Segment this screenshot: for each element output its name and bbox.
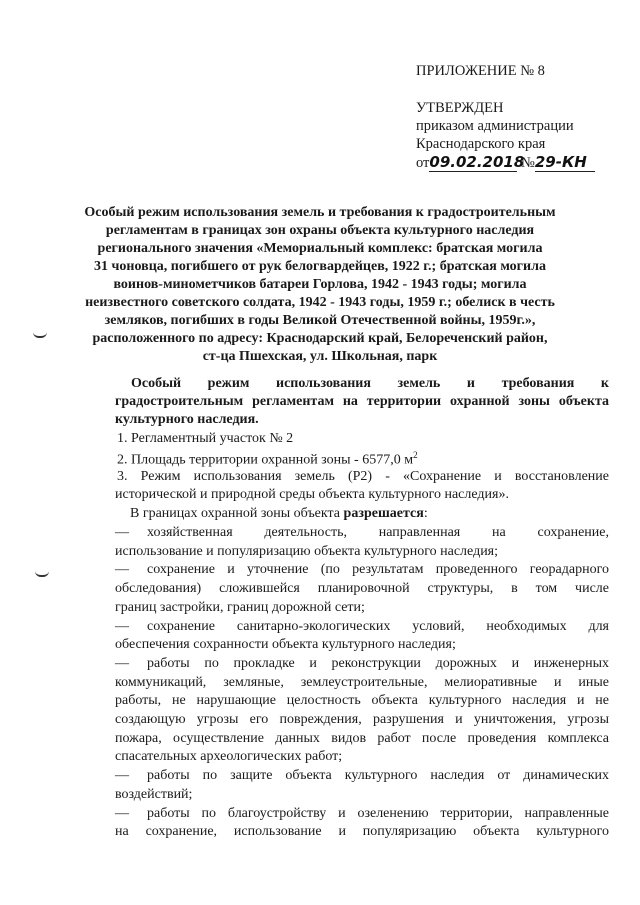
allowed-item-text: пожара, осуществление данных видов работ после проведения комплекса bbox=[115, 730, 609, 746]
allowed-item-line bbox=[115, 693, 609, 709]
allowed-item-first-line bbox=[115, 619, 609, 635]
title-line: 31 чоновца, погибшего от рук белогвардейцев, 1922 г.; братская могила bbox=[94, 259, 546, 274]
title-line: земляков, погибших в годы Великой Отечественной войны, 1959г.», bbox=[104, 313, 536, 328]
allowed-item-first-line bbox=[115, 562, 609, 578]
margin-mark bbox=[35, 571, 49, 577]
allowed-item-text: использование и популяризацию объекта культурного наследия; bbox=[115, 543, 499, 559]
item-2-text: 2. Площадь территории охранной зоны - 6577,0 м bbox=[117, 452, 414, 468]
allowed-item-text: работы по благоустройству и озеленению территории, направленные bbox=[147, 805, 609, 821]
date-prefix: от bbox=[416, 155, 430, 171]
order-line-2: Краснодарского края bbox=[416, 136, 546, 152]
allowed-item-text: обследования) сложившейся планировочной структуры, в том числе bbox=[115, 581, 609, 597]
list-dash: — bbox=[115, 768, 129, 784]
allowed-item-text: работы по прокладке и реконструкции дорожных и инженерных bbox=[147, 655, 609, 671]
allowed-item-text: границ застройки, границ дорожной сети; bbox=[115, 599, 365, 615]
allowed-item-text: коммуникаций, земляные, землеустроительные, мелиоративные и иные bbox=[115, 674, 609, 690]
allowed-item-line bbox=[115, 731, 609, 747]
item-2-superscript: 2 bbox=[413, 450, 418, 460]
title-line: регионального значения «Мемориальный комплекс: братская могила bbox=[97, 241, 543, 256]
allowed-item-first-line bbox=[115, 656, 609, 672]
allowed-item-line bbox=[115, 544, 498, 560]
allowed-item-text: сохранение санитарно-экологических условий, необходимых для bbox=[147, 618, 609, 634]
allowed-item-line bbox=[115, 675, 609, 691]
item-3-line-1: 3. Режим использования земель (Р2) - «Сохранение и восстановление bbox=[117, 469, 609, 484]
allowed-item-line bbox=[115, 787, 192, 803]
order-date-line bbox=[416, 153, 595, 172]
title-line: неизвестного советского солдата, 1942 - 1943 годы, 1959 г.; обелиск в честь bbox=[85, 295, 555, 310]
allowed-colon: : bbox=[423, 506, 428, 521]
allowed-item-line bbox=[115, 749, 342, 765]
title-line: расположенного по адресу: Краснодарский край, Белореченский район, bbox=[92, 331, 548, 346]
allowed-item-line bbox=[115, 637, 456, 653]
approved-label: УТВЕРЖДЕН bbox=[416, 100, 504, 116]
allowed-item-text: воздействий; bbox=[115, 786, 193, 802]
number-handwritten: 29-КН bbox=[535, 153, 595, 172]
allowed-item-text: спасательных археологических работ; bbox=[115, 749, 343, 765]
title-line: Особый режим использования земель и требования к градостроительным bbox=[84, 205, 556, 220]
allowed-item-text: сохранение и уточнение (по результатам проведенного георадарного bbox=[147, 562, 609, 578]
list-dash: — bbox=[115, 525, 129, 540]
order-line-1: приказом администрации bbox=[416, 118, 574, 134]
item-2 bbox=[117, 450, 418, 469]
allowed-item-line bbox=[115, 712, 609, 728]
allowed-item-line bbox=[115, 600, 365, 616]
list-dash: — bbox=[115, 618, 129, 634]
allowed-item-text: обеспечения сохранности объекта культурного наследия; bbox=[115, 637, 456, 653]
allowed-item-text: создающую угрозы его повреждения, разрушения и уничтожения, угрозы bbox=[115, 712, 609, 727]
allowed-item-text: работы по защите объекта культурного наследия от динамических bbox=[147, 768, 609, 784]
section-heading-line-3: культурного наследия. bbox=[115, 412, 259, 427]
number-prefix: № bbox=[521, 155, 535, 171]
allowed-intro bbox=[130, 506, 428, 522]
title-line: воинов-минометчиков батареи Горлова, 1942 - 1943 годы; могила bbox=[113, 277, 527, 292]
allowed-item-text: на сохранение, использование и популяризацию объекта культурного bbox=[115, 824, 609, 840]
item-1: 1. Регламентный участок № 2 bbox=[117, 431, 294, 446]
allowed-item-first-line bbox=[115, 768, 609, 784]
title-line: регламентам в границах зон охраны объекта культурного наследия bbox=[105, 223, 535, 238]
allowed-item-line bbox=[115, 824, 609, 840]
allowed-item-first-line bbox=[115, 806, 609, 822]
margin-mark bbox=[33, 332, 47, 338]
allowed-word: разрешается bbox=[343, 506, 424, 521]
allowed-item-text: хозяйственная деятельность, направленная на сохранение, bbox=[147, 525, 609, 540]
list-dash: — bbox=[115, 562, 129, 578]
section-heading-line-1: Особый режим использования земель и требования к bbox=[131, 376, 609, 391]
list-dash: — bbox=[115, 805, 129, 821]
allowed-item-first-line bbox=[115, 525, 609, 541]
item-3-line-2: исторической и природной среды объекта культурного наследия». bbox=[115, 487, 509, 502]
list-dash: — bbox=[115, 655, 129, 671]
document-title bbox=[60, 204, 580, 366]
section-heading-line-2: градостроительным регламентам на территории охранной зоны объекта bbox=[115, 394, 609, 409]
allowed-intro-text: В границах охранной зоны объекта bbox=[130, 506, 341, 521]
allowed-item-line bbox=[115, 581, 609, 597]
title-line: ст-ца Пшехская, ул. Школьная, парк bbox=[202, 349, 438, 364]
date-handwritten: 09.02.2018 bbox=[429, 153, 525, 171]
allowed-item-text: работы, не нарушающие целостность объекта культурного наследия и не bbox=[115, 693, 609, 709]
appendix-label: ПРИЛОЖЕНИЕ № 8 bbox=[416, 63, 545, 79]
